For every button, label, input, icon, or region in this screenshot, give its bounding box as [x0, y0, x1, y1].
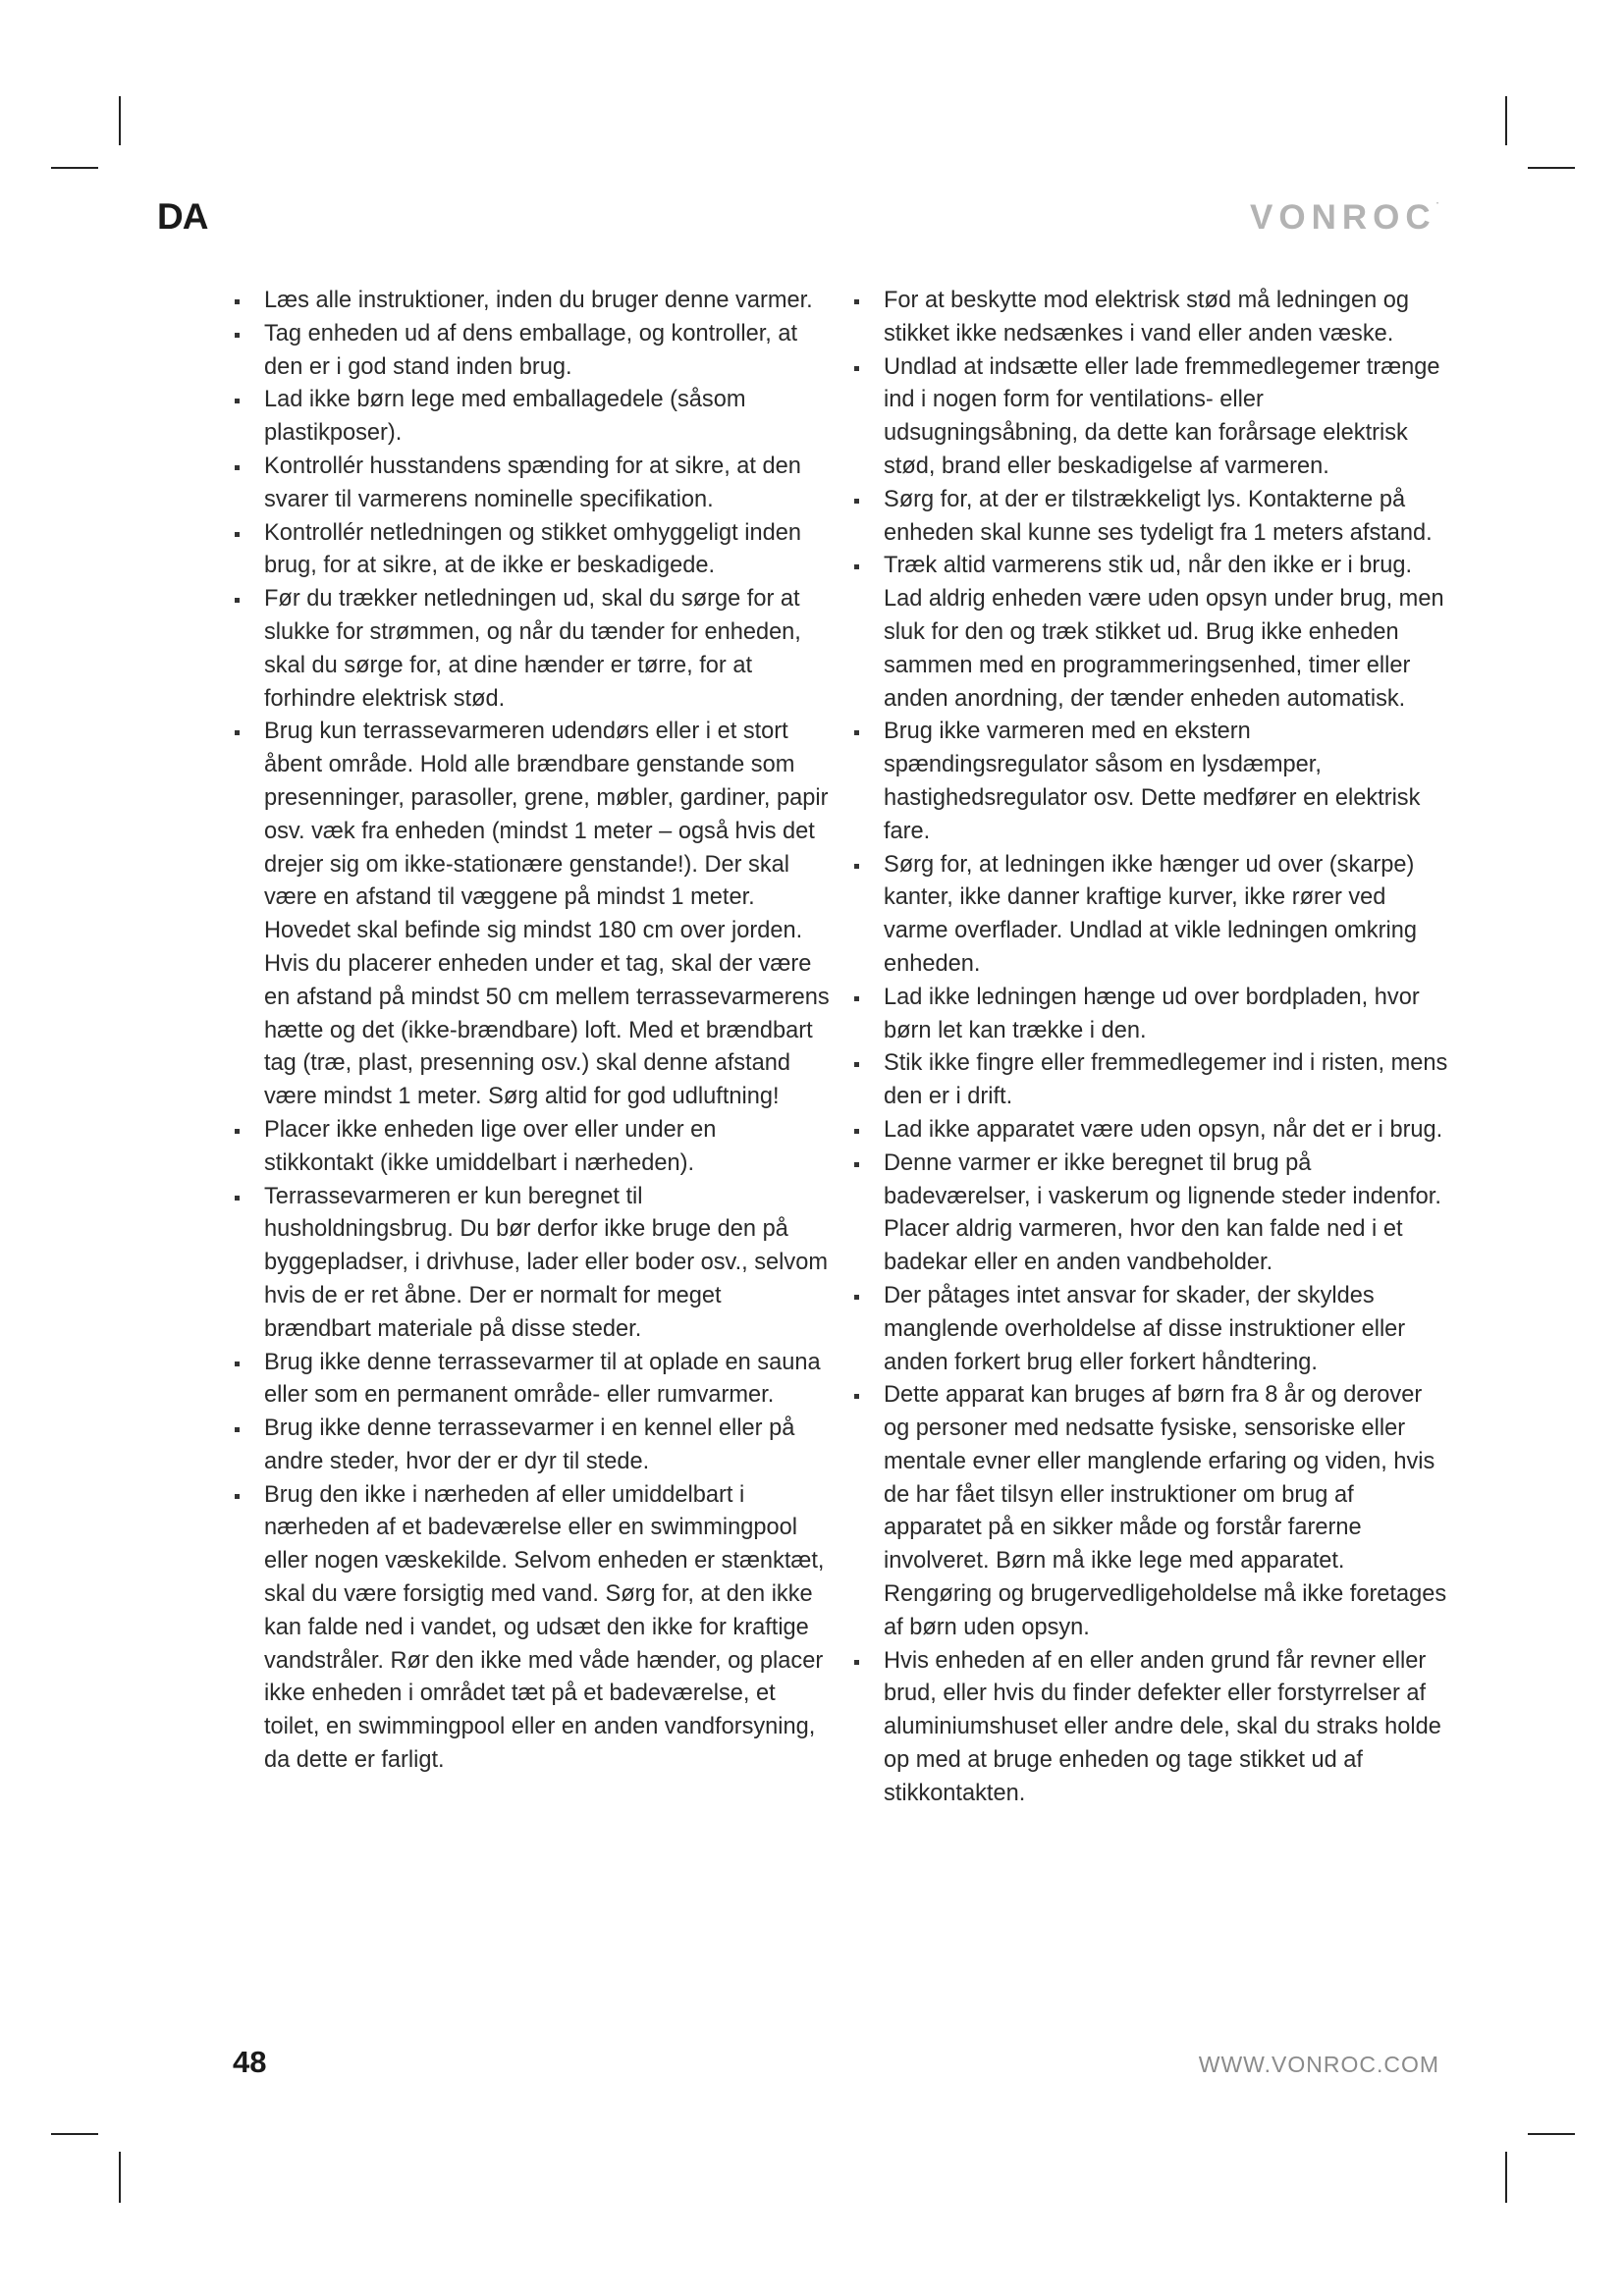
list-item: Træk altid varmerens stik ud, når den ikke er i brug. Lad aldrig enheden være uden opsyn under brug, men sluk for den og træk stikket ud. Brug ikke enheden sammen med en programmeringsenhed, timer eller anden anordning, der tænder enheden automatisk.	[852, 550, 1453, 716]
brand-name: VONROC	[1250, 198, 1436, 237]
list-item: Brug ikke denne terrassevarmer i en kennel eller på andre steder, hvor der er dyr til stede.	[233, 1413, 830, 1479]
page-number: 48	[233, 2045, 267, 2079]
list-item: Sørg for, at der er tilstrækkeligt lys. Kontakterne på enheden skal kunne ses tydeligt fra 1 meters afstand.	[852, 484, 1453, 551]
list-item: Terrassevarmeren er kun beregnet til husholdningsbrug. Du bør derfor ikke bruge den på byggepladser, i drivhuse, lader eller boder osv., selvom hvis de er ret åbne. Der er normalt for meget brændbart materiale på disse steder.	[233, 1181, 830, 1347]
list-item: Kontrollér husstandens spænding for at sikre, at den svarer til varmerens nominelle specifikation.	[233, 451, 830, 517]
list-item: Hvis enheden af en eller anden grund får revner eller brud, eller hvis du finder defekter eller forstyrrelser af aluminiumshuset eller andre dele, skal du straks holde op med at bruge enheden og tage stikket ud af stikkontakten.	[852, 1645, 1453, 1811]
list-item: Undlad at indsætte eller lade fremmedlegemer trænge ind i nogen form for ventilations- eller udsugningsåbning, da dette kan forårsage elektrisk stød, brand eller beskadigelse af varmeren.	[852, 351, 1453, 484]
right-column-safety-list	[852, 285, 1453, 1811]
list-item: Lad ikke børn lege med emballagedele (såsom plastikposer).	[233, 384, 830, 451]
crop-mark-bottom-right-horizontal	[1528, 2133, 1575, 2135]
left-column-safety-list	[233, 285, 830, 1778]
list-item: Tag enheden ud af dens emballage, og kontroller, at den er i god stand inden brug.	[233, 318, 830, 385]
list-item: Denne varmer er ikke beregnet til brug på badeværelser, i vaskerum og lignende steder indenfor. Placer aldrig varmeren, hvor den kan falde ned i et badekar eller en anden vandbeholder.	[852, 1148, 1453, 1280]
crop-mark-bottom-left-vertical	[119, 2152, 121, 2203]
brand-logo	[1250, 198, 1439, 238]
crop-mark-bottom-right-vertical	[1505, 2152, 1507, 2203]
list-item: Brug den ikke i nærheden af eller umiddelbart i nærheden af et badeværelse eller en swimmingpool eller nogen væskekilde. Selvom enheden er stænktæt, skal du være forsigtig med vand. Sørg for, at den ikke kan falde ned i vandet, og udsæt den ikke for kraftige vandstråler. Rør den ikke med våde hænder, og placer ikke enheden i området tæt på et badeværelse, et toilet, en swimmingpool eller en anden vandforsyning, da dette er farligt.	[233, 1479, 830, 1778]
list-item: Stik ikke fingre eller fremmedlegemer ind i risten, mens den er i drift.	[852, 1047, 1453, 1114]
list-item: Placer ikke enheden lige over eller under en stikkontakt (ikke umiddelbart i nærheden).	[233, 1114, 830, 1181]
list-item: For at beskytte mod elektrisk stød må ledningen og stikket ikke nedsænkes i vand eller anden væske.	[852, 285, 1453, 351]
list-item: Kontrollér netledningen og stikket omhyggeligt inden brug, for at sikre, at de ikke er beskadigede.	[233, 517, 830, 584]
crop-mark-top-right-horizontal	[1528, 167, 1575, 169]
list-item: Lad ikke apparatet være uden opsyn, når det er i brug.	[852, 1114, 1453, 1148]
list-item: Sørg for, at ledningen ikke hænger ud over (skarpe) kanter, ikke danner kraftige kurver, ikke rører ved varme overflader. Undlad at vikle ledningen omkring enheden.	[852, 849, 1453, 982]
list-item: Læs alle instruktioner, inden du bruger denne varmer.	[233, 285, 830, 318]
crop-mark-top-right-vertical	[1505, 96, 1507, 145]
list-item: Brug ikke varmeren med en ekstern spændingsregulator såsom en lysdæmper, hastighedsregulator osv. Dette medfører en elektrisk fare.	[852, 716, 1453, 848]
list-item: Dette apparat kan bruges af børn fra 8 år og derover og personer med nedsatte fysiske, sensoriske eller mentale evner eller manglende erfaring og viden, hvis de har fået tilsyn eller instruktioner om brug af apparatet på en sikker måde og forstår farerne involveret. Børn må ikke lege med apparatet. Rengøring og brugervedligeholdelse må ikke foretages af børn uden opsyn.	[852, 1379, 1453, 1644]
list-item: Lad ikke ledningen hænge ud over bordpladen, hvor børn let kan trække i den.	[852, 982, 1453, 1048]
list-item: Brug ikke denne terrassevarmer til at oplade en sauna eller som en permanent område- eller rumvarmer.	[233, 1347, 830, 1414]
trademark-mark: ·	[1435, 198, 1439, 209]
website-url: WWW.VONROC.COM	[1198, 2052, 1439, 2077]
crop-mark-bottom-left-horizontal	[51, 2133, 98, 2135]
crop-mark-top-left-vertical	[119, 96, 121, 145]
list-item: Før du trækker netledningen ud, skal du sørge for at slukke for strømmen, og når du tænder for enheden, skal du sørge for, at dine hænder er tørre, for at forhindre elektrisk stød.	[233, 583, 830, 716]
language-code: DA	[157, 196, 208, 237]
crop-mark-top-left-horizontal	[51, 167, 98, 169]
list-item: Brug kun terrassevarmeren udendørs eller i et stort åbent område. Hold alle brændbare genstande som presenninger, parasoller, grene, møbler, gardiner, papir osv. væk fra enheden (mindst 1 meter – også hvis det drejer sig om ikke-stationære genstande!). Der skal være en afstand til væggene på mindst 1 meter. Hovedet skal befinde sig mindst 180 cm over jorden. Hvis du placerer enheden under et tag, skal der være en afstand på mindst 50 cm mellem terrassevarmerens hætte og det (ikke-brændbare) loft. Med et brændbart tag (træ, plast, presenning osv.) skal denne afstand være mindst 1 meter. Sørg altid for god udluftning!	[233, 716, 830, 1114]
list-item: Der påtages intet ansvar for skader, der skyldes manglende overholdelse af disse instruktioner eller anden forkert brug eller forkert håndtering.	[852, 1280, 1453, 1379]
